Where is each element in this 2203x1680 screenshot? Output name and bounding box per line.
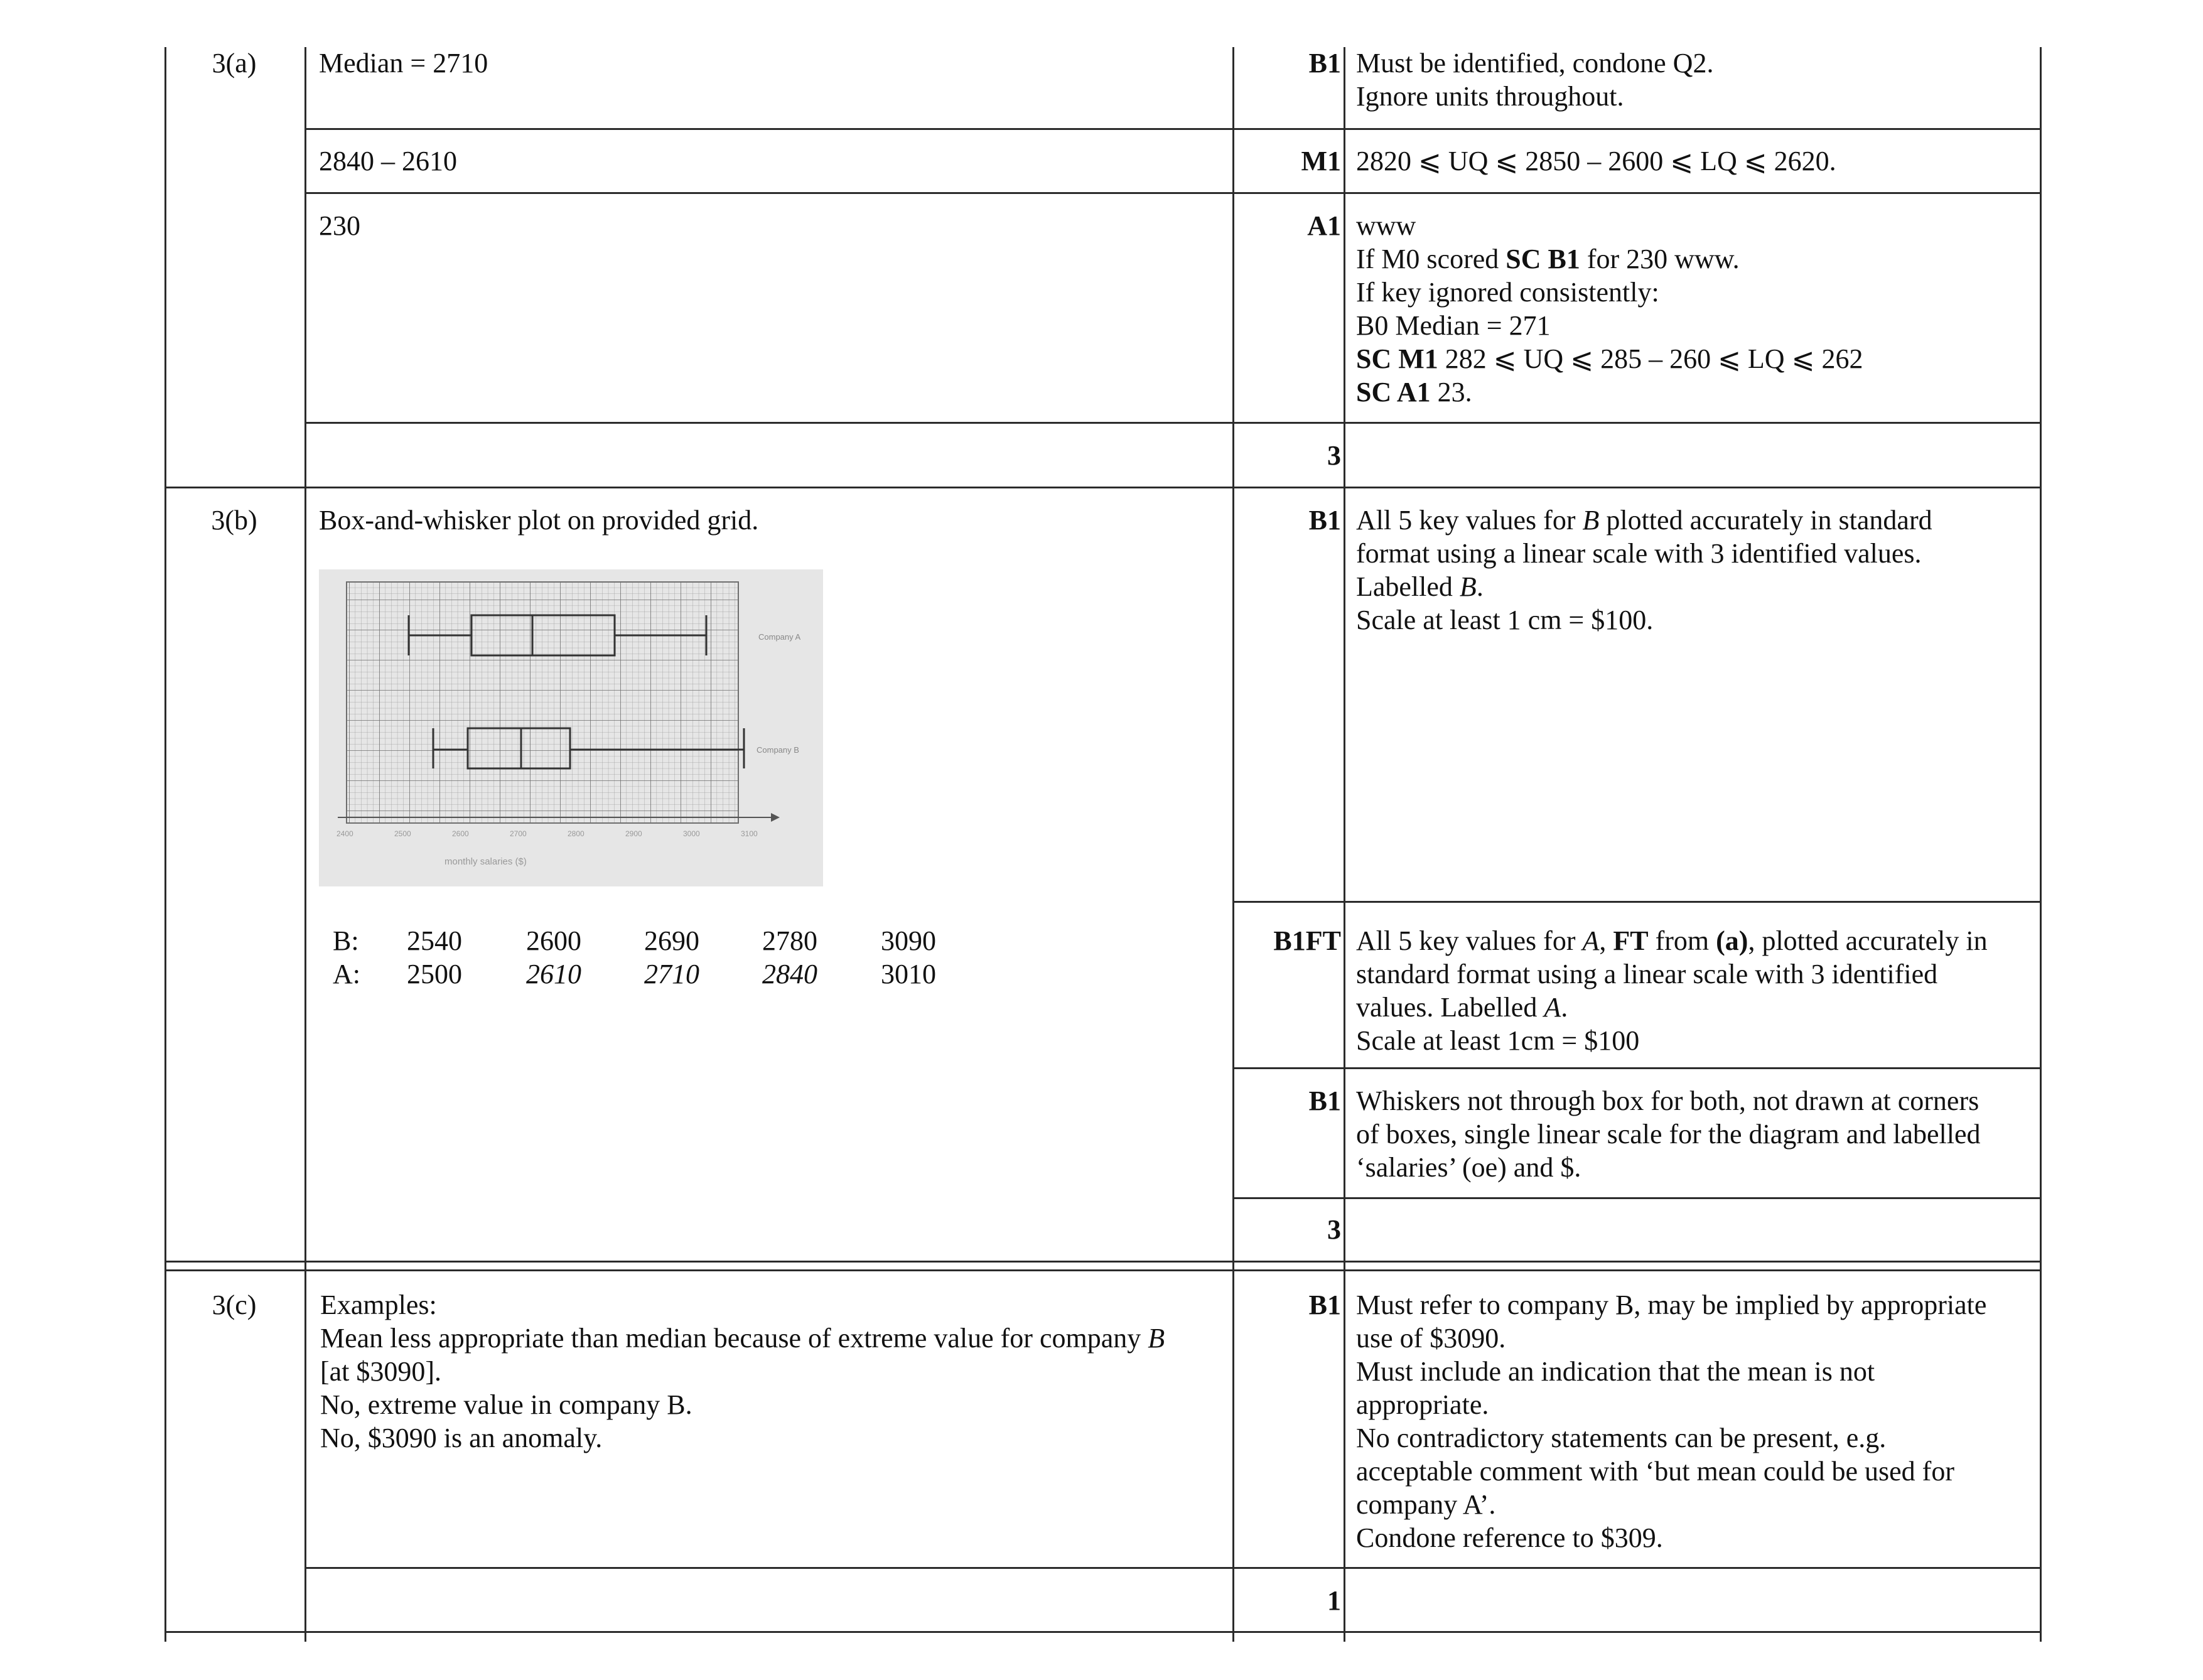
total-marks-3a: 3 [1327, 440, 1341, 471]
guidance-plot-a [1356, 924, 1988, 1057]
axis-tick-label: 2500 [394, 829, 411, 838]
axis-tick-label: 2400 [337, 829, 353, 838]
answer-iqr-result: 230 [319, 210, 360, 241]
guidance-plot-b [1356, 503, 1932, 637]
guidance-line: B0 Median = 271 [1356, 310, 1551, 341]
answer-line: Mean less appropriate than median because of extreme value for company B [320, 1323, 1165, 1354]
guidance-line: appropriate. [1356, 1389, 1489, 1420]
guidance-line: of boxes, single linear scale for the diagram and labelled [1356, 1119, 1981, 1150]
key-value-b: 2540 [407, 925, 462, 956]
guidance-iqr-range: 2820 ⩽ UQ ⩽ 2850 – 2600 ⩽ LQ ⩽ 2620. [1356, 146, 1836, 176]
guidance-line: If key ignored consistently: [1356, 277, 1659, 308]
row-divider [304, 422, 2042, 424]
mark-m1: M1 [1301, 146, 1341, 176]
key-value-b: 2690 [644, 925, 699, 956]
total-marks-3b: 3 [1327, 1214, 1341, 1245]
guidance-line: use of $3090. [1356, 1323, 1506, 1354]
axis-tick-label: 2900 [625, 829, 642, 838]
guidance-line: acceptable comment with ‘but mean could be used for [1356, 1456, 1954, 1487]
guidance-line: SC M1 282 ⩽ UQ ⩽ 285 – 260 ⩽ LQ ⩽ 262 [1356, 343, 1863, 374]
row-divider [304, 1567, 2042, 1569]
key-value-a: 2840 [762, 959, 817, 989]
table-border-left [164, 47, 166, 1642]
guidance-line: Scale at least 1cm = $100 [1356, 1025, 1640, 1056]
row-divider [1232, 1197, 2042, 1199]
guidance-line: SC A1 23. [1356, 377, 1472, 407]
guidance-line: If M0 scored SC B1 for 230 www. [1356, 244, 1740, 274]
guidance-whiskers [1356, 1084, 1981, 1184]
mark-a1: A1 [1307, 210, 1341, 241]
answer-boxplot-instruction: Box-and-whisker plot on provided grid. [319, 505, 759, 536]
answer-median: Median = 2710 [319, 48, 488, 78]
guidance-column-left-border [1344, 47, 1345, 1642]
section-divider-double [164, 1269, 2042, 1271]
guidance-line: standard format using a linear scale with 3 identified [1356, 959, 1938, 989]
guidance-line: www [1356, 210, 1416, 241]
guidance-iqr-result [1356, 209, 1863, 409]
guidance-line: Whiskers not through box for both, not drawn at corners [1356, 1085, 1979, 1116]
question-label-3a: 3(a) [212, 48, 257, 78]
guidance-line: Condone reference to $309. [1356, 1522, 1663, 1553]
axis-tick-label: 3000 [683, 829, 700, 838]
axis-tick-label: 2700 [510, 829, 527, 838]
guidance-line: Must include an indication that the mean is not [1356, 1356, 1875, 1387]
guidance-line: ‘salaries’ (oe) and $. [1356, 1152, 1581, 1183]
answer-column-left-border [304, 47, 306, 1642]
plot-label-company-a: Company A [758, 632, 801, 642]
section-divider [164, 487, 2042, 488]
key-value-b: 3090 [881, 925, 936, 956]
guidance-mean [1356, 1288, 1986, 1554]
answer-examples [320, 1288, 1165, 1455]
guidance-line: format using a linear scale with 3 identified values. [1356, 538, 1922, 569]
total-marks-3c: 1 [1327, 1585, 1341, 1616]
key-values-b-label: B: [333, 925, 359, 956]
key-value-a: 2710 [644, 959, 699, 989]
key-value-b: 2780 [762, 925, 817, 956]
guidance-line: Labelled B. [1356, 571, 1484, 602]
axis-tick-label: 2600 [452, 829, 469, 838]
guidance-italic-b: B [1582, 505, 1600, 536]
plot-axis-title: monthly salaries ($) [444, 856, 527, 867]
guidance-line: Must refer to company B, may be implied by appropriate [1356, 1290, 1987, 1320]
key-value-a: 3010 [881, 959, 936, 989]
axis-tick-label: 3100 [741, 829, 758, 838]
mark-b1: B1 [1308, 48, 1341, 78]
row-divider [304, 128, 2042, 130]
guidance-line: No contradictory statements can be present, e.g. [1356, 1423, 1887, 1453]
key-value-a: 2610 [526, 959, 581, 989]
guidance-line: Scale at least 1 cm = $100. [1356, 605, 1654, 635]
axis-tick-label: 2800 [568, 829, 584, 838]
guidance-line: company A’. [1356, 1489, 1496, 1520]
box-plot-grid-image [319, 569, 823, 886]
marks-column-left-border [1232, 47, 1234, 1642]
mark-b1: B1 [1308, 1290, 1341, 1320]
table-border-right [2040, 47, 2042, 1642]
key-values-a-label: A: [333, 959, 360, 989]
key-value-b: 2600 [526, 925, 581, 956]
plot-label-company-b: Company B [757, 745, 799, 755]
question-label-3c: 3(c) [212, 1290, 257, 1320]
row-divider [304, 192, 2042, 194]
answer-line: No, $3090 is an anomaly. [320, 1423, 603, 1453]
key-value-a: 2500 [407, 959, 462, 989]
answer-line: Examples: [320, 1290, 437, 1320]
question-label-3b: 3(b) [211, 505, 257, 536]
answer-line: [at $3090]. [320, 1356, 442, 1387]
row-divider [1232, 901, 2042, 903]
row-divider [1232, 1067, 2042, 1069]
answer-line: No, extreme value in company B. [320, 1389, 692, 1420]
guidance-median [1356, 46, 1713, 113]
guidance-line: Must be identified, condone Q2. [1356, 48, 1714, 78]
guidance-line: All 5 key values for A, FT from (a), plotted accurately in [1356, 925, 1988, 956]
guidance-line: All 5 key values for B plotted accurately in standard [1356, 505, 1932, 536]
answer-iqr-working: 2840 – 2610 [319, 146, 457, 176]
mark-b1ft: B1FT [1273, 925, 1341, 956]
mark-b1: B1 [1308, 1085, 1341, 1116]
guidance-line: values. Labelled A. [1356, 992, 1568, 1023]
table-border-bottom [164, 1631, 2042, 1633]
mark-b1: B1 [1308, 505, 1341, 536]
section-divider [164, 1261, 2042, 1263]
guidance-line: Ignore units throughout. [1356, 81, 1624, 112]
